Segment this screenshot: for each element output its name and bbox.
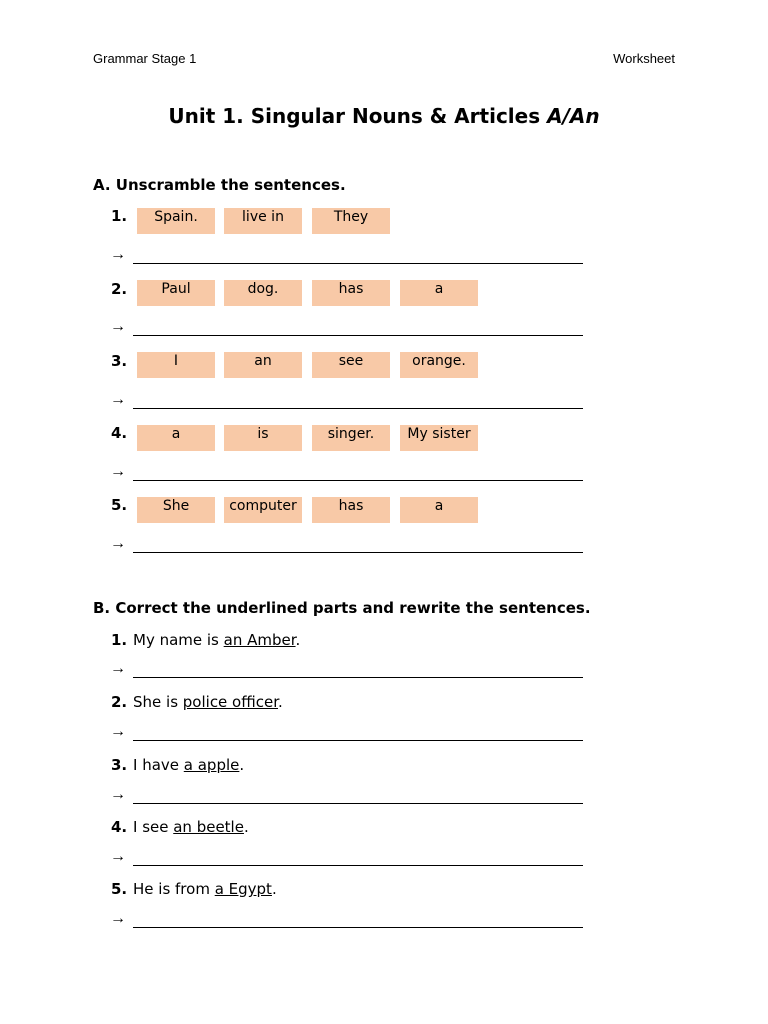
item-number: 1. <box>111 631 128 649</box>
arrow-icon: → <box>110 535 126 552</box>
item-number: 3. <box>111 352 128 370</box>
sentence-end: . <box>239 756 245 774</box>
title-italic: A/An <box>547 104 600 128</box>
arrow-icon: → <box>110 246 126 263</box>
sentence-end: . <box>271 880 277 898</box>
answer-line[interactable] <box>133 740 583 741</box>
item-number: 3. <box>111 756 128 774</box>
word-box: They <box>312 208 390 234</box>
header-right: Worksheet <box>613 51 675 66</box>
sentence <box>133 818 249 836</box>
underlined-part: an beetle <box>173 818 244 836</box>
word-box: is <box>224 425 302 451</box>
answer-line[interactable] <box>133 263 583 264</box>
item-number: 2. <box>111 693 128 711</box>
arrow-icon: → <box>110 318 126 335</box>
underlined-part: a apple <box>183 756 240 774</box>
sentence <box>133 693 283 711</box>
word-box: Spain. <box>137 208 215 234</box>
arrow-icon: → <box>110 463 126 480</box>
arrow-icon: → <box>110 660 126 677</box>
underlined-part: police officer <box>182 693 279 711</box>
word-box: a <box>400 497 478 523</box>
sentence-end: . <box>295 631 301 649</box>
word-box: live in <box>224 208 302 234</box>
answer-line[interactable] <box>133 865 583 866</box>
answer-line[interactable] <box>133 677 583 678</box>
answer-line[interactable] <box>133 927 583 928</box>
underlined-part: an Amber <box>223 631 296 649</box>
sentence-text: I see <box>133 818 174 836</box>
answer-line[interactable] <box>133 480 583 481</box>
word-box: has <box>312 497 390 523</box>
item-number: 1. <box>111 207 128 225</box>
sentence-text: My name is <box>133 631 224 649</box>
page-title <box>0 104 768 128</box>
word-box: a <box>400 280 478 306</box>
word-box: She <box>137 497 215 523</box>
word-box: orange. <box>400 352 478 378</box>
word-box: I <box>137 352 215 378</box>
word-box: My sister <box>400 425 478 451</box>
answer-line[interactable] <box>133 408 583 409</box>
section-b-heading: B. Correct the underlined parts and rewrite the sentences. <box>93 599 591 617</box>
sentence-text: She is <box>133 693 183 711</box>
sentence <box>133 631 300 649</box>
item-number: 4. <box>111 424 128 442</box>
arrow-icon: → <box>110 910 126 927</box>
title-main: Unit 1. Singular Nouns & Articles <box>168 104 548 128</box>
item-number: 5. <box>111 496 128 514</box>
arrow-icon: → <box>110 848 126 865</box>
arrow-icon: → <box>110 391 126 408</box>
underlined-part: a Egypt <box>214 880 272 898</box>
word-box: a <box>137 425 215 451</box>
word-box: singer. <box>312 425 390 451</box>
sentence-text: I have <box>133 756 184 774</box>
answer-line[interactable] <box>133 803 583 804</box>
item-number: 2. <box>111 280 128 298</box>
section-a-heading: A. Unscramble the sentences. <box>93 176 346 194</box>
sentence-text: He is from <box>133 880 215 898</box>
sentence <box>133 756 244 774</box>
word-box: computer <box>224 497 302 523</box>
answer-line[interactable] <box>133 335 583 336</box>
word-box: Paul <box>137 280 215 306</box>
word-box: an <box>224 352 302 378</box>
word-box: dog. <box>224 280 302 306</box>
sentence-end: . <box>243 818 249 836</box>
header-left: Grammar Stage 1 <box>93 51 197 66</box>
arrow-icon: → <box>110 723 126 740</box>
sentence <box>133 880 277 898</box>
arrow-icon: → <box>110 786 126 803</box>
word-box: see <box>312 352 390 378</box>
item-number: 5. <box>111 880 128 898</box>
item-number: 4. <box>111 818 128 836</box>
sentence-end: . <box>278 693 283 711</box>
answer-line[interactable] <box>133 552 583 553</box>
word-box: has <box>312 280 390 306</box>
